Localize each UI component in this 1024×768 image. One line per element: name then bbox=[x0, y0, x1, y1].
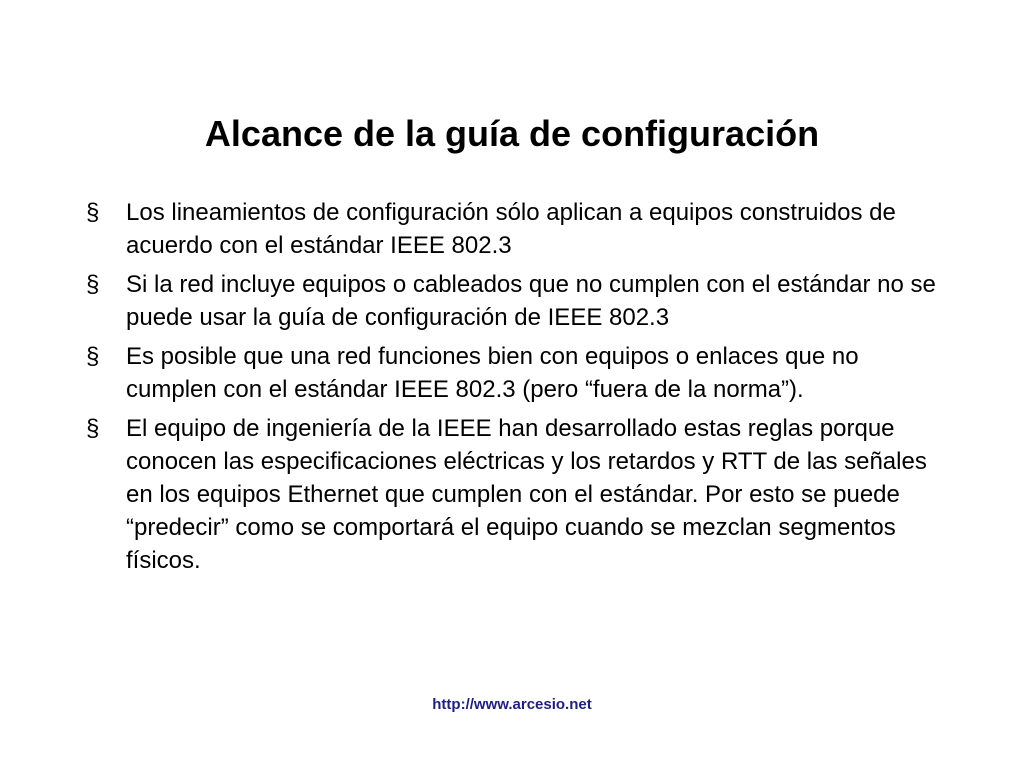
section-sign-icon: § bbox=[86, 199, 100, 226]
section-sign-icon: § bbox=[86, 271, 100, 298]
bullet-text: El equipo de ingeniería de la IEEE han desarrollado estas reglas porque conocen las especificaciones eléctricas y los retardos y RTT de las señales en los equipos Ethernet que cumplen con el estándar. Por esto se puede “predecir” como se comportará el equipo cuando se mezclan segmentos físicos. bbox=[126, 415, 927, 574]
section-sign-icon: § bbox=[86, 415, 100, 442]
bullet-item bbox=[86, 196, 946, 262]
bullet-item bbox=[86, 268, 946, 334]
bullet-text: Si la red incluye equipos o cableados que no cumplen con el estándar no se puede usar la guía de configuración de IEEE 802.3 bbox=[126, 271, 936, 331]
bullet-text: Es posible que una red funciones bien con equipos o enlaces que no cumplen con el estándar IEEE 802.3 (pero “fuera de la norma”). bbox=[126, 343, 859, 403]
bullet-item bbox=[86, 340, 946, 406]
slide-title: Alcance de la guía de configuración bbox=[204, 113, 820, 154]
bullet-text: Los lineamientos de configuración sólo aplican a equipos construidos de acuerdo con el estándar IEEE 802.3 bbox=[126, 199, 896, 259]
bullet-item bbox=[86, 412, 946, 577]
bullet-list bbox=[86, 196, 946, 583]
section-sign-icon: § bbox=[86, 343, 100, 370]
footer-url-link[interactable]: http://www.arcesio.net bbox=[432, 696, 592, 713]
